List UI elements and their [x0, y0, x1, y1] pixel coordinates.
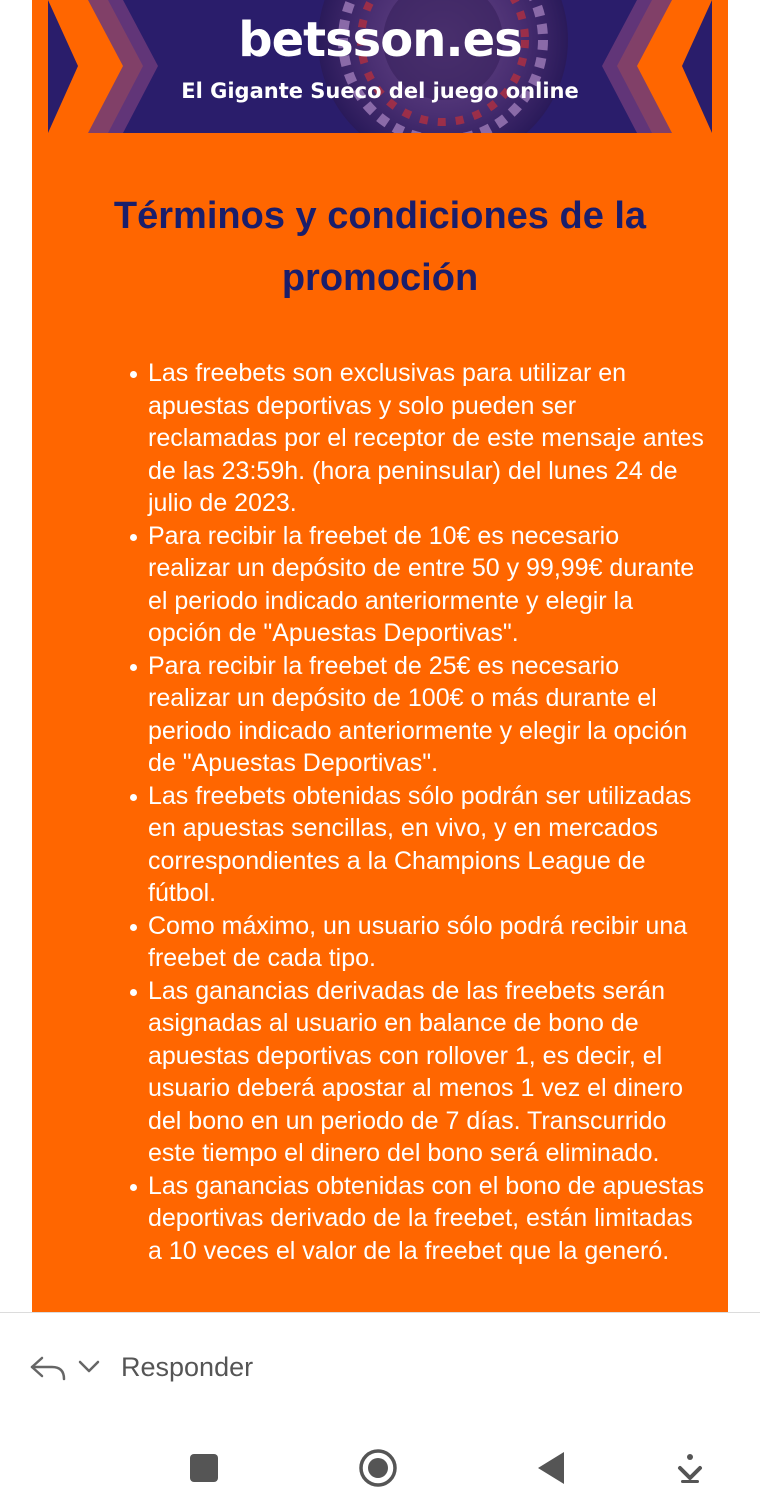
back-triangle-icon[interactable] — [530, 1446, 574, 1490]
promo-banner — [48, 0, 712, 133]
terms-item: Las ganancias obtenidas con el bono de apuestas deportivas derivado de la freebet, están limitadas a 10 veces el valor de la freebet que la generó. — [148, 1170, 708, 1268]
system-nav-bar — [0, 1424, 760, 1511]
terms-item: Para recibir la freebet de 10€ es necesario realizar un depósito de entre 50 y 99,99€ durante el periodo indicado anteriormente y elegir la opción de "Apuestas Deportivas". — [148, 520, 708, 650]
reply-button[interactable]: Responder — [121, 1352, 254, 1382]
terms-list — [148, 357, 708, 1267]
chevron-down-icon[interactable] — [77, 1358, 101, 1376]
terms-item: Las freebets son exclusivas para utilizar en apuestas deportivas y solo pueden ser reclamadas por el receptor de este mensaje antes de las 23:59h. (hora peninsular) del lunes 24 de julio de 2023. — [148, 357, 708, 520]
recents-square-icon[interactable] — [182, 1446, 226, 1490]
terms-item: Como máximo, un usuario sólo podrá recibir una freebet de cada tipo. — [148, 910, 708, 975]
terms-item: Para recibir la freebet de 25€ es necesario realizar un depósito de 100€ o más durante el periodo indicado anteriormente y elegir la opción de "Apuestas Deportivas". — [148, 650, 708, 780]
keyboard-hide-icon[interactable] — [668, 1446, 712, 1490]
reply-arrow-icon[interactable] — [28, 1353, 68, 1383]
reply-bar — [0, 1312, 760, 1425]
terms-item: Las ganancias derivadas de las freebets serán asignadas al usuario en balance de bono de apuestas deportivas con rollover 1, es decir, el usuario deberá apostar al menos 1 vez el dinero del bono en un periodo de 7 días. Transcurrido este tiempo el dinero del bono será eliminado. — [148, 975, 708, 1170]
terms-title: Términos y condiciones de la promoción — [113, 195, 647, 299]
terms-item: Las freebets obtenidas sólo podrán ser utilizadas en apuestas sencillas, en vivo, y en mercados correspondientes a la Champions League de fútbol. — [148, 780, 708, 910]
banner-tagline: El Gigante Sueco del juego online — [181, 79, 579, 103]
betsson-logo: betsson.es — [238, 12, 522, 68]
email-body — [32, 0, 728, 1312]
home-circle-icon[interactable] — [356, 1446, 400, 1490]
